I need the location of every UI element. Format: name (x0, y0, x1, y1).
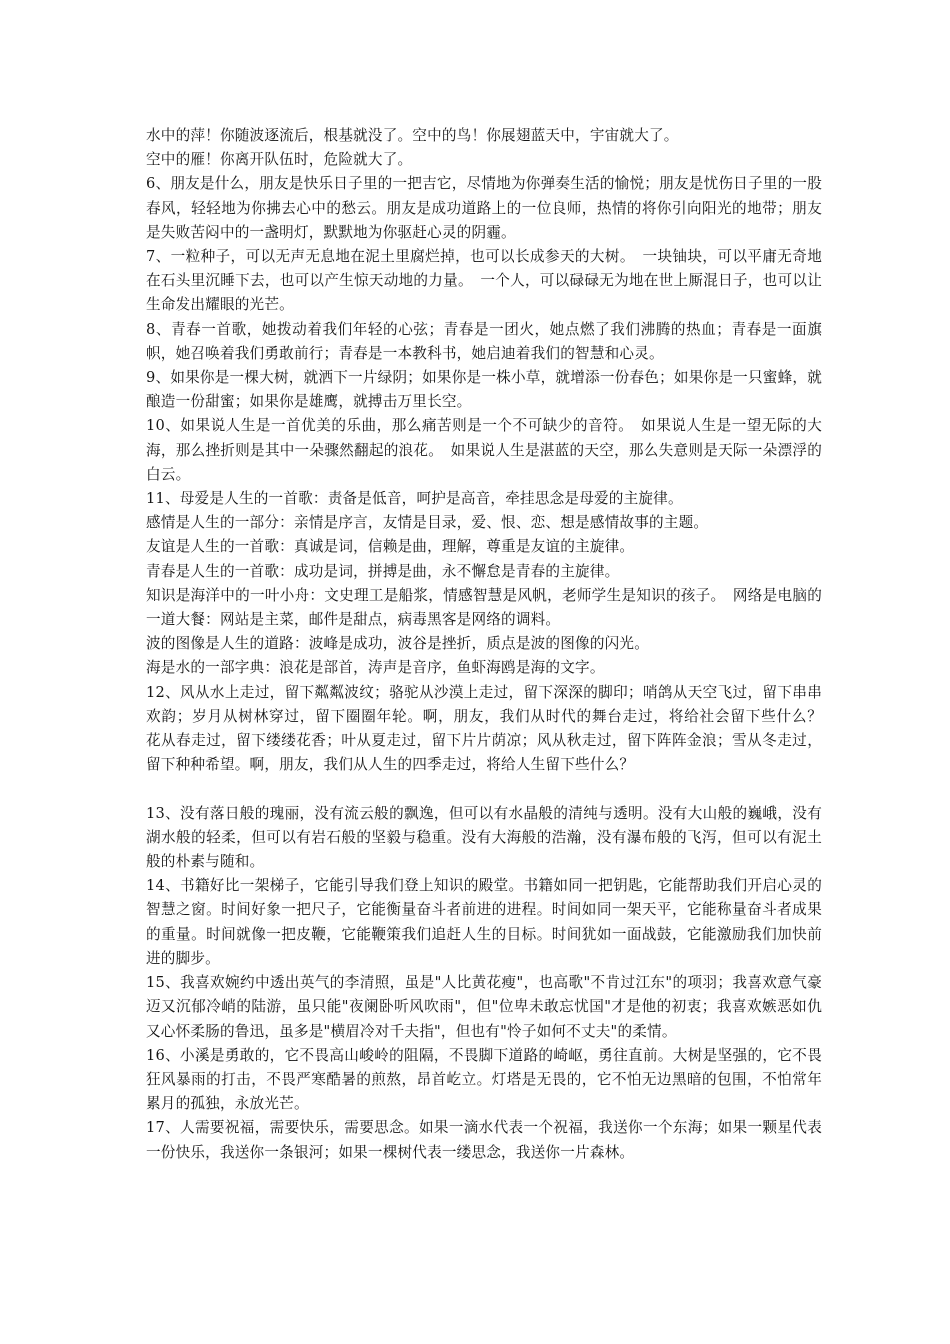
paragraph: 12、风从水上走过，留下粼粼波纹；骆驼从沙漠上走过，留下深深的脚印；哨鸽从天空飞过，留下串串欢韵；岁月从树林穿过，留下圈圈年轮。啊，朋友，我们从时代的舞台走过，将给社会留下些什么？ 花从春走过，留下缕缕花香；叶从夏走过，留下片片荫凉；风从秋走过，留下阵阵金浪；雪从冬走过，留下种种希望。啊，朋友，我们从人生的四季走过，将给人生留下些什么？ (146, 683, 837, 774)
paragraph: 海是水的一部字典：浪花是部首，涛声是音序，鱼虾海鸥是海的文字。 (146, 659, 605, 677)
paragraph: 9、如果你是一棵大树，就洒下一片绿阴；如果你是一株小草，就增添一份春色；如果你是一只蜜蜂，就酿造一份甜蜜；如果你是雄鹰，就搏击万里长空。 (146, 369, 822, 411)
blank-line (146, 777, 822, 801)
paragraph: 波的图像是人生的道路：波峰是成功，波谷是挫折，质点是波的图像的闪光。 (146, 635, 649, 653)
paragraph: 11、母爱是人生的一首歌：责备是低音，呵护是高音，牵挂思念是母爱的主旋律。 (146, 490, 683, 508)
paragraph: 10、如果说人生是一首优美的乐曲，那么痛苦则是一个不可缺少的音符。 如果说人生是一望无际的大海，那么挫折则是其中一朵骤然翻起的浪花。 如果说人生是湛蓝的天空，那么失意则是天际一朵漂浮的白云。 (146, 417, 822, 483)
paragraph: 7、一粒种子，可以无声无息地在泥土里腐烂掉，也可以长成参天的大树。 一块铀块，可以平庸无奇地在石头里沉睡下去，也可以产生惊天动地的力量。 一个人，可以碌碌无为地在世上厮混日子，也可以让生命发出耀眼的光芒。 (146, 248, 822, 314)
paragraph: 水中的萍！你随波逐流后，根基就没了。空中的鸟！你展翅蓝天中，宇宙就大了。 (146, 127, 679, 144)
paragraph: 6、朋友是什么，朋友是快乐日子里的一把吉它，尽情地为你弹奏生活的愉悦；朋友是忧伤日子里的一股春风，轻轻地为你拂去心中的愁云。朋友是成功道路上的一位良师，热情的将你引向阳光的地带；朋友是失败苦闷中的一盏明灯，默默地为你驱赶心灵的阴霾。 (146, 175, 822, 241)
paragraph: 15、我喜欢婉约中透出英气的李清照，虽是"人比黄花瘦"，也高歌"不肯过江东"的项羽；我喜欢意气豪迈又沉郁冷峭的陆游，虽只能"夜阑卧听风吹雨"，但"位卑未敢忘忧国"才是他的初衷；我喜欢嫉恶如仇又心怀柔肠的鲁迅，虽多是"横眉冷对千夫指"，但也有"怜子如何不丈夫"的柔情。 (146, 974, 822, 1040)
paragraph: 知识是海洋中的一叶小舟：文史理工是船浆，情感智慧是风帆，老师学生是知识的孩子。 网络是电脑的一道大餐：网站是主菜，邮件是甜点，病毒黑客是网络的调料。 (146, 586, 822, 629)
paragraph: 感情是人生的一部分：亲情是序言，友情是目录，爱、恨、恋、想是感情故事的主题。 (146, 514, 709, 532)
paragraph: 17、人需要祝福，需要快乐，需要思念。如果一滴水代表一个祝福，我送你一个东海；如果一颗星代表一份快乐，我送你一条银河；如果一棵树代表一缕思念，我送你一片森林。 (146, 1119, 822, 1161)
paragraph: 青春是人生的一首歌：成功是词，拼搏是曲，永不懈怠是青春的主旋律。 (146, 562, 620, 580)
paragraph: 16、小溪是勇敢的，它不畏高山峻岭的阻隔，不畏脚下道路的崎岖，勇往直前。大树是坚强的，它不畏狂风暴雨的打击，不畏严寒酷暑的煎熬，昂首屹立。灯塔是无畏的，它不怕无边黑暗的包围，不怕常年累月的孤独，永放光芒。 (146, 1046, 822, 1113)
paragraph: 空中的雁！你离开队伍时，危险就大了。 (146, 151, 413, 169)
paragraph: 14、书籍好比一架梯子，它能引导我们登上知识的殿堂。书籍如同一把钥匙，它能帮助我们开启心灵的智慧之窗。时间好象一把尺子，它能衡量奋斗者前进的进程。时间如同一架天平，它能称量奋斗者成果的重量。时间就像一把皮鞭，它能鞭策我们追赶人生的目标。时间犹如一面战鼓，它能激励我们加快前进的脚步。 (146, 877, 822, 967)
paragraph: 友谊是人生的一首歌：真诚是词，信赖是曲，理解，尊重是友谊的主旋律。 (146, 538, 635, 556)
paragraph: 13、没有落日般的瑰丽，没有流云般的飘逸，但可以有水晶般的清纯与透明。没有大山般的巍峨，没有湖水般的轻柔，但可以有岩石般的坚毅与稳重。没有大海般的浩瀚，没有瀑布般的飞泻，但可以有泥土般的朴素与随和。 (146, 804, 822, 871)
document-body (146, 124, 837, 1165)
paragraph: 8、青春一首歌，她拨动着我们年轻的心弦；青春是一团火，她点燃了我们沸腾的热血；青春是一面旗帜，她召唤着我们勇敢前行；青春是一本教科书，她启迪着我们的智慧和心灵。 (146, 320, 822, 362)
